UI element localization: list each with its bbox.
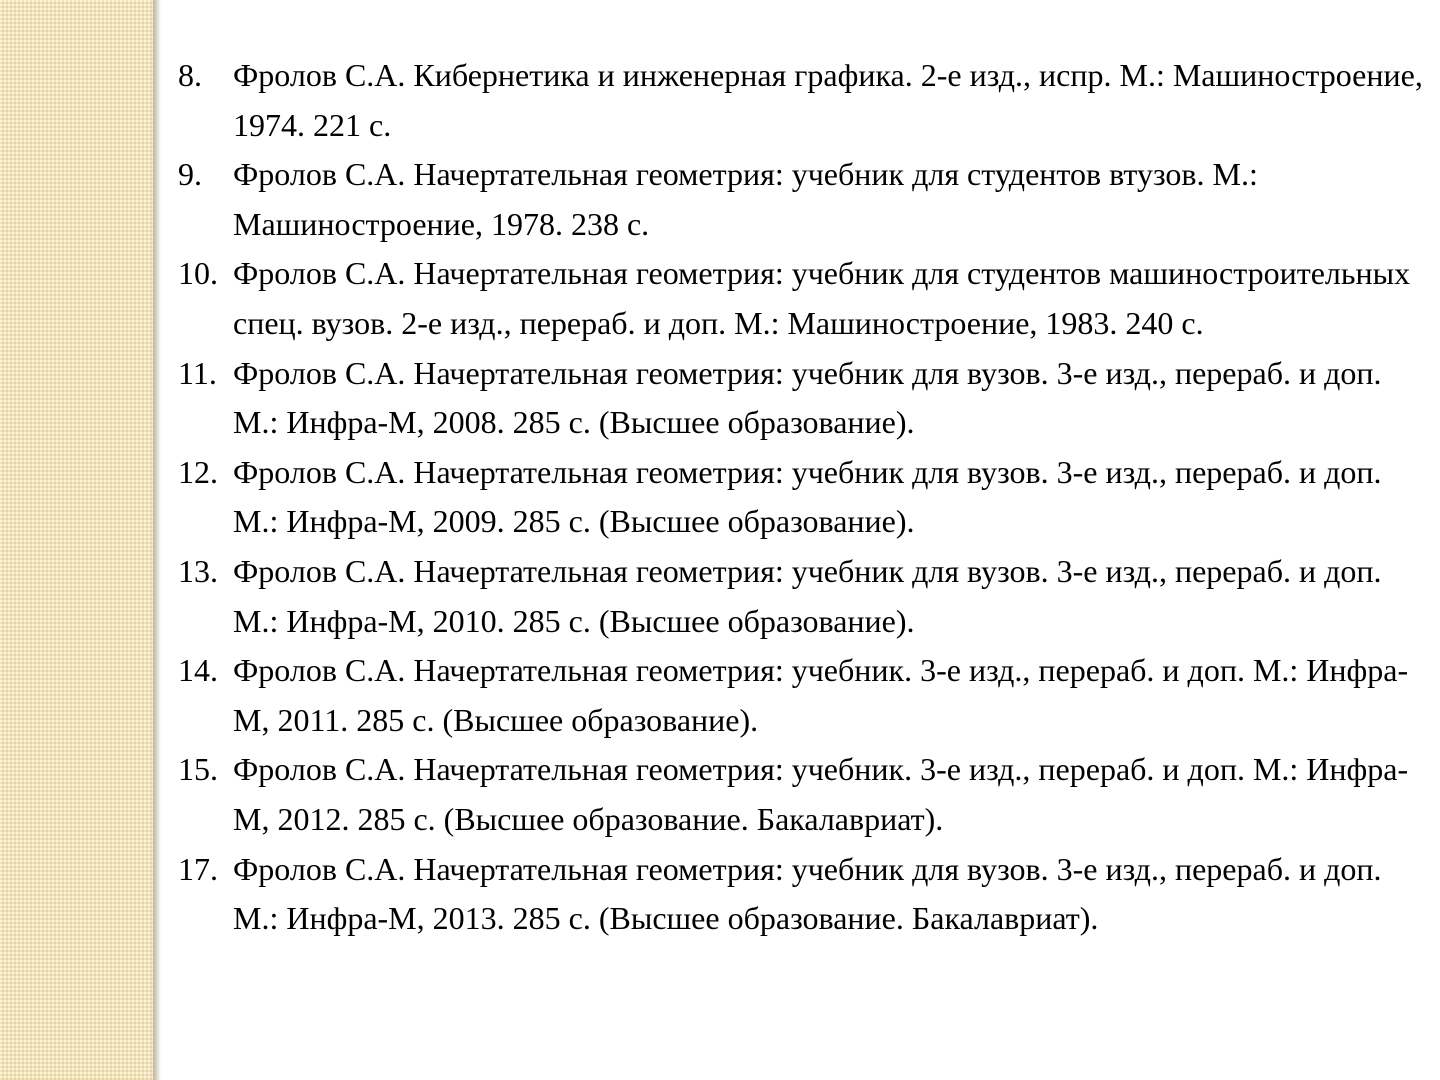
reference-number: 15. <box>178 751 218 788</box>
reference-item <box>178 51 1430 150</box>
reference-number: 8. <box>178 57 202 93</box>
reference-item <box>178 646 1430 745</box>
reference-number: 17. <box>178 850 218 887</box>
reference-number: 11. <box>178 354 217 391</box>
reference-text: Фролов С.А. Кибернетика и инженерная графика. 2-е изд., испр. М.: Машиностроение, 1974. 221 с. <box>233 57 1423 143</box>
reference-number: 14. <box>178 652 218 689</box>
reference-text: Фролов С.А. Начертательная геометрия: учебник. 3-е изд., перераб. и доп. М.: Инфра-М, 2012. 285 с. (Высшее образование. Бакалавриат). <box>233 751 1409 837</box>
reference-item <box>178 547 1430 646</box>
reference-text: Фролов С.А. Начертательная геометрия: учебник для студентов машиностроительных спец. вузов. 2-е изд., перераб. и доп. М.: Машиностроение, 1983. 240 с. <box>233 255 1411 341</box>
reference-item <box>178 745 1430 844</box>
reference-text: Фролов С.А. Начертательная геометрия: учебник для студентов втузов. М.: Машиностроение, 1978. 238 с. <box>233 156 1258 242</box>
reference-item <box>178 845 1430 944</box>
reference-text: Фролов С.А. Начертательная геометрия: учебник для вузов. 3-е изд., перераб. и доп. М.: Инфра-М, 2008. 285 с. (Высшее образование). <box>233 354 1382 441</box>
reference-number: 13. <box>178 552 218 589</box>
reference-item <box>178 448 1430 547</box>
reference-text: Фролов С.А. Начертательная геометрия: учебник для вузов. 3-е изд., перераб. и доп. М.: Инфра-М, 2009. 285 с. (Высшее образование). <box>233 453 1382 540</box>
reference-item <box>178 249 1430 348</box>
reference-number: 12. <box>178 453 218 490</box>
reference-number: 9. <box>178 156 202 193</box>
side-band-shadow <box>153 0 161 1080</box>
reference-text: Фролов С.А. Начертательная геометрия: учебник. 3-е изд., перераб. и доп. М.: Инфра-М, 2011. 285 с. (Высшее образование). <box>233 652 1409 738</box>
reference-list <box>178 51 1430 944</box>
reference-text: Фролов С.А. Начертательная геометрия: учебник для вузов. 3-е изд., перераб. и доп. М.: Инфра-М, 2010. 285 с. (Высшее образование). <box>233 552 1382 639</box>
reference-item <box>178 150 1430 249</box>
reference-number: 10. <box>178 255 218 292</box>
reference-item <box>178 349 1430 448</box>
decorative-side-band <box>0 0 153 1080</box>
reference-text: Фролов С.А. Начертательная геометрия: учебник для вузов. 3-е изд., перераб. и доп. М.: Инфра-М, 2013. 285 с. (Высшее образование. Бакалавриат). <box>233 850 1382 937</box>
slide-content <box>178 51 1430 944</box>
